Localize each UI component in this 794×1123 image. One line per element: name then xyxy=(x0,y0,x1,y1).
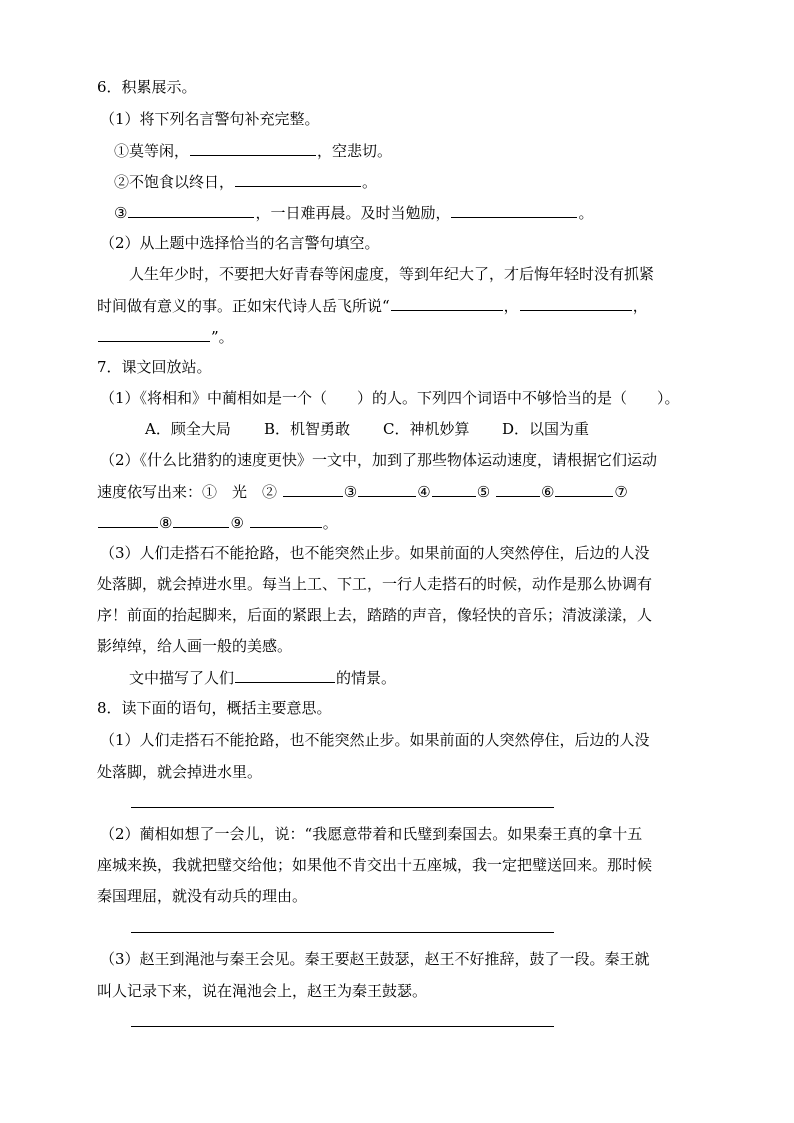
q6-item3-text-a: ③ xyxy=(114,204,128,222)
q7-part2-line1: （2）《什么比猎豹的速度更快》一文中，加到了那些物体运动速度，请根据它们运动 xyxy=(100,451,658,469)
q6-item3-text-c: 。 xyxy=(578,204,594,222)
q6-item3 xyxy=(114,203,593,221)
q7-marker-7: ⑦ xyxy=(614,483,628,501)
q8-part2-line3: 秦国理屈，就没有动兵的理由。 xyxy=(97,887,308,905)
q6-part2-blank-2[interactable] xyxy=(520,296,632,311)
q7-part3-line1: （3）人们走搭石不能抢路，也不能突然止步。如果前面的人突然停住，后边的人没 xyxy=(100,544,650,562)
q7-marker-3: ③ xyxy=(343,483,358,501)
q7-blank-5[interactable] xyxy=(496,482,540,497)
q7-part1-options xyxy=(145,420,589,438)
q6-part2-line3 xyxy=(97,327,234,345)
q6-item2-blank[interactable] xyxy=(235,172,361,187)
q7-option-a[interactable]: A．顾全大局 xyxy=(145,420,231,438)
q8-part3-answer-line[interactable] xyxy=(131,1026,554,1027)
q7-blank-6[interactable] xyxy=(555,482,613,497)
q6-part2-close-quote: ”。 xyxy=(211,328,234,346)
q7-part3-line4: 影绰绰，给人画一般的美感。 xyxy=(97,637,293,655)
q7-marker-6: ⑥ xyxy=(540,483,555,501)
q7-marker-4: ④ xyxy=(417,483,431,501)
q6-item1-text-b: ，空悲切。 xyxy=(317,142,393,160)
q7-part2-end: 。 xyxy=(322,514,338,532)
q6-title: 6．积累展示。 xyxy=(97,78,197,96)
q6-part2-blank-1[interactable] xyxy=(391,296,503,311)
q7-blank-4[interactable] xyxy=(432,482,476,497)
q6-part2-line1: 人生年少时，不要把大好青春等闲虚度，等到年纪大了，才后悔年轻时没有抓紧 xyxy=(129,265,655,283)
q6-part2-comma-2: ， xyxy=(632,297,648,315)
q8-part2-line1: （2）蔺相如想了一会儿，说：“我愿意带着和氏璧到秦国去。如果秦王真的拿十五 xyxy=(100,825,643,843)
q6-part2-line2-text: 时间做有意义的事。正如宋代诗人岳飞所说“ xyxy=(97,297,390,315)
q7-part3-question xyxy=(129,668,396,686)
q7-blank-3[interactable] xyxy=(358,482,416,497)
q7-option-b[interactable]: B．机智勇敢 xyxy=(264,420,351,438)
q7-part3-question-text-b: 的情景。 xyxy=(336,669,397,687)
q6-item1-blank[interactable] xyxy=(190,141,316,156)
q8-part2-line2: 座城来换，我就把璧交给他；如果他不肯交出十五座城，我一定把璧送回来。那时候 xyxy=(97,856,653,874)
q8-part3-line1: （3）赵王到渑池与秦王会见。秦王要赵王鼓瑟，赵王不好推辞，鼓了一段。秦王就 xyxy=(100,950,650,968)
q7-part1-line: （1）《将相和》中蔺相如是一个（ ）的人。下列四个词语中不够恰当的是（ ）。 xyxy=(100,389,680,407)
q7-part2-line2-text: 速度依写出来：① 光 ② xyxy=(97,483,278,501)
q6-item3-blank-1[interactable] xyxy=(128,203,254,218)
q7-part2-line2 xyxy=(97,482,628,500)
q6-item1-text-a: ①莫等闲， xyxy=(114,142,190,160)
q7-part3-line2: 处落脚，就会掉进水里。每当上工、下工，一行人走搭石的时候，动作是那么协调有 xyxy=(97,575,653,593)
q7-title: 7．课文回放站。 xyxy=(97,358,212,376)
q8-part1-answer-line[interactable] xyxy=(131,807,554,808)
q8-part1-line2: 处落脚，就会掉进水里。 xyxy=(97,763,263,781)
q7-blank-9[interactable] xyxy=(250,513,322,528)
q6-item1 xyxy=(114,141,392,159)
q7-part3-blank[interactable] xyxy=(235,668,335,683)
q6-part2-line2 xyxy=(97,296,648,314)
q7-marker-8: ⑧ xyxy=(159,514,173,532)
q8-part2-answer-line[interactable] xyxy=(131,932,554,933)
q8-title: 8．读下面的语句，概括主要意思。 xyxy=(97,699,332,717)
q7-blank-7[interactable] xyxy=(98,513,158,528)
q6-part2-blank-3[interactable] xyxy=(98,327,210,342)
q7-blank-8[interactable] xyxy=(173,513,229,528)
q7-part2-line3 xyxy=(97,513,338,531)
q6-item2-text-a: ②不饱食以终日， xyxy=(114,173,235,191)
q7-part3-line3: 序！前面的抬起脚来，后面的紧跟上去，踏踏的声音，像轻快的音乐；清波漾漾，人 xyxy=(97,606,653,624)
q6-item3-text-b: ，一日难再晨。及时当勉励， xyxy=(255,204,451,222)
q7-option-c[interactable]: C．神机妙算 xyxy=(383,420,470,438)
q8-part3-line2: 叫人记录下来，说在渑池会上，赵王为秦王鼓瑟。 xyxy=(97,982,428,1000)
q6-part2-comma-1: ， xyxy=(503,297,519,315)
q6-item2-text-b: 。 xyxy=(362,173,378,191)
q7-marker-5: ⑤ xyxy=(476,483,491,501)
q6-part2-intro: （2）从上题中选择恰当的名言警句填空。 xyxy=(100,234,380,252)
q8-part1-line1: （1）人们走搭石不能抢路，也不能突然止步。如果前面的人突然停住，后边的人没 xyxy=(100,731,650,749)
q6-item3-blank-2[interactable] xyxy=(451,203,577,218)
q6-item2 xyxy=(114,172,377,190)
q7-marker-9: ⑨ xyxy=(230,514,244,532)
q7-option-d[interactable]: D．以国为重 xyxy=(502,420,590,438)
q7-blank-2[interactable] xyxy=(283,482,343,497)
q6-part1-intro: （1）将下列名言警句补充完整。 xyxy=(100,110,320,128)
q7-part3-question-text-a: 文中描写了人们 xyxy=(129,669,235,687)
